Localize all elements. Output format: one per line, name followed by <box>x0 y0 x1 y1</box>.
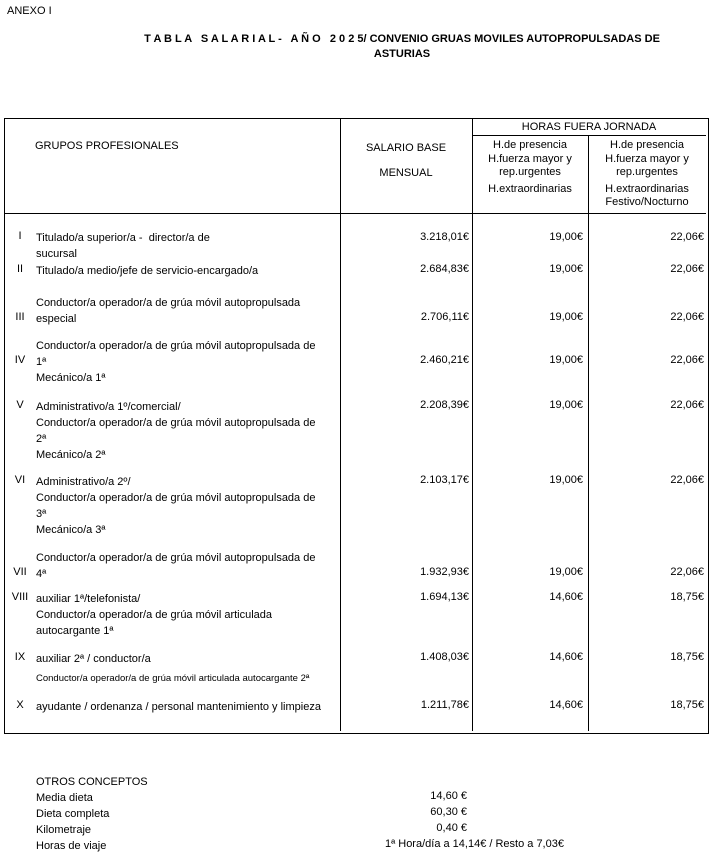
otros-conceptos-title: OTROS CONCEPTOS <box>36 776 148 788</box>
otros-value: 14,60 € <box>430 790 467 802</box>
description-line: Titulado/a superior/a - director/a de <box>36 232 210 244</box>
header-grupos-profesionales: GRUPOS PROFESIONALES <box>35 140 179 152</box>
description-line: Conductor/a operador/a de grúa móvil articulada <box>36 609 273 621</box>
header-horas-col1-line: H.extraordinarias <box>488 182 572 195</box>
horas-value-1: 14,60€ <box>549 651 583 663</box>
header-horas-col2 <box>588 139 706 210</box>
header-horas-col2-line: Festivo/Nocturno <box>605 196 689 208</box>
otros-label: Kilometraje <box>36 824 92 836</box>
document-title <box>90 32 714 62</box>
group-description <box>36 295 336 327</box>
group-numeral: V <box>16 399 24 411</box>
group-description <box>36 338 336 386</box>
horas-value-1: 19,00€ <box>549 566 583 578</box>
description-line: Conductor/a operador/a de grúa móvil autopropulsada <box>36 297 301 309</box>
horas-value-1: 19,00€ <box>549 474 583 486</box>
group-description <box>36 651 336 687</box>
description-line: Mecánico/a 1ª <box>36 372 106 384</box>
salario-base-value: 2.103,17€ <box>420 474 469 486</box>
horas-value-2: 22,06€ <box>670 263 704 275</box>
group-description <box>36 263 336 279</box>
description-line: 2ª <box>36 433 47 445</box>
group-numeral: III <box>15 311 25 323</box>
header-horas-fuera-jornada: HORAS FUERA JORNADA <box>521 121 657 133</box>
group-description <box>36 699 336 715</box>
description-line: auxiliar 2ª / conductor/a <box>36 653 151 665</box>
group-numeral: VI <box>14 474 26 486</box>
group-description <box>36 230 336 262</box>
description-line: auxiliar 1ª/telefonista/ <box>36 593 141 605</box>
horas-value-1: 19,00€ <box>549 231 583 243</box>
otros-label: Media dieta <box>36 792 93 804</box>
group-numeral: IX <box>14 651 26 663</box>
salario-base-value: 3.218,01€ <box>420 231 469 243</box>
salario-base-value: 1.211,78€ <box>420 699 469 711</box>
otros-value: 0,40 € <box>436 822 467 834</box>
description-line: Mecánico/a 3ª <box>36 524 106 536</box>
horas-value-1: 19,00€ <box>549 311 583 323</box>
horas-value-1: 19,00€ <box>549 354 583 366</box>
description-line: Titulado/a medio/jefe de servicio-encargado/a <box>36 265 259 277</box>
horas-value-1: 14,60€ <box>549 699 583 711</box>
salary-table <box>4 118 709 734</box>
description-line: ayudante / ordenanza / personal mantenimiento y limpieza <box>36 701 321 713</box>
description-line: Conductor/a operador/a de grúa móvil autopropulsada de <box>36 552 316 564</box>
horas-value-1: 14,60€ <box>549 591 583 603</box>
group-description <box>36 399 336 463</box>
description-line: Mecánico/a 2ª <box>36 449 106 461</box>
header-horas-col2-line: H.extraordinarias <box>605 182 689 195</box>
group-description <box>36 474 336 538</box>
document-title-line1: T A B L A S A L A R I A L - A Ñ O 2 0 2 5/ CONVENIO GRUAS MOVILES AUTOPROPULSADAS DE <box>144 33 660 45</box>
description-line: 3ª <box>36 508 47 520</box>
description-line: Conductor/a operador/a de grúa móvil autopropulsada de <box>36 492 316 504</box>
group-numeral: VIII <box>11 591 29 603</box>
horas-value-2: 18,75€ <box>670 651 704 663</box>
salario-base-value: 2.684,83€ <box>420 263 469 275</box>
header-horas-col2-line: rep.urgentes <box>616 166 678 178</box>
otros-value: 60,30 € <box>430 806 467 818</box>
description-line: 4ª <box>36 568 47 580</box>
otros-value: 1ª Hora/día a 14,14€ / Resto a 7,03€ <box>385 838 564 850</box>
group-numeral: I <box>18 230 22 242</box>
salario-base-value: 1.694,13€ <box>420 591 469 603</box>
group-numeral: VII <box>13 566 27 578</box>
header-horas-col1-line: rep.urgentes <box>499 166 561 178</box>
description-line: Administrativo/a 1º/comercial/ <box>36 401 181 413</box>
group-numeral: X <box>16 699 24 711</box>
otros-label: Horas de viaje <box>36 840 107 852</box>
header-bottom-line <box>5 213 706 214</box>
salario-base-value: 1.932,93€ <box>420 566 469 578</box>
description-line: Conductor/a operador/a de grúa móvil articulada autocargante 2ª <box>36 673 310 684</box>
header-horas-col1-line: H.fuerza mayor y <box>488 152 572 165</box>
group-numeral: IV <box>14 354 26 366</box>
horas-value-2: 22,06€ <box>670 399 704 411</box>
header-horas-col1 <box>472 139 588 196</box>
horas-span-underline <box>472 135 706 136</box>
otros-conceptos-section <box>36 774 148 854</box>
description-line: autocargante 1ª <box>36 625 114 637</box>
horas-value-2: 22,06€ <box>670 566 704 578</box>
horas-value-2: 18,75€ <box>670 591 704 603</box>
header-horas-col2-line: H.de presencia <box>610 139 684 151</box>
horas-value-1: 19,00€ <box>549 399 583 411</box>
description-line: Conductor/a operador/a de grúa móvil autopropulsada de <box>36 417 316 429</box>
horas-value-2: 22,06€ <box>670 311 704 323</box>
salario-base-value: 1.408,03€ <box>420 651 469 663</box>
description-line: 1ª <box>36 356 47 368</box>
header-mensual: MENSUAL <box>379 167 433 179</box>
group-description <box>36 591 336 639</box>
description-line: Administrativo/a 2º/ <box>36 476 131 488</box>
salario-base-value: 2.208,39€ <box>420 399 469 411</box>
header-horas-col1-line: H.de presencia <box>493 139 567 151</box>
column-divider-2 <box>472 119 473 731</box>
group-description <box>36 550 336 582</box>
header-salario-base: SALARIO BASE <box>365 142 447 154</box>
salario-base-value: 2.460,21€ <box>420 354 469 366</box>
column-divider-3 <box>588 135 589 731</box>
column-divider-1 <box>340 119 341 731</box>
horas-value-2: 22,06€ <box>670 474 704 486</box>
horas-value-2: 18,75€ <box>670 699 704 711</box>
group-numeral: II <box>16 263 24 275</box>
description-line: sucursal <box>36 248 77 260</box>
annex-label: ANEXO I <box>7 5 52 17</box>
header-horas-col2-line: H.fuerza mayor y <box>605 152 689 165</box>
horas-value-2: 22,06€ <box>670 354 704 366</box>
horas-value-1: 19,00€ <box>549 263 583 275</box>
salario-base-value: 2.706,11€ <box>420 311 469 323</box>
description-line: Conductor/a operador/a de grúa móvil autopropulsada de <box>36 340 316 352</box>
description-line: especial <box>36 313 77 325</box>
otros-label: Dieta completa <box>36 808 110 820</box>
document-title-line2: ASTURIAS <box>373 48 431 60</box>
horas-value-2: 22,06€ <box>670 231 704 243</box>
